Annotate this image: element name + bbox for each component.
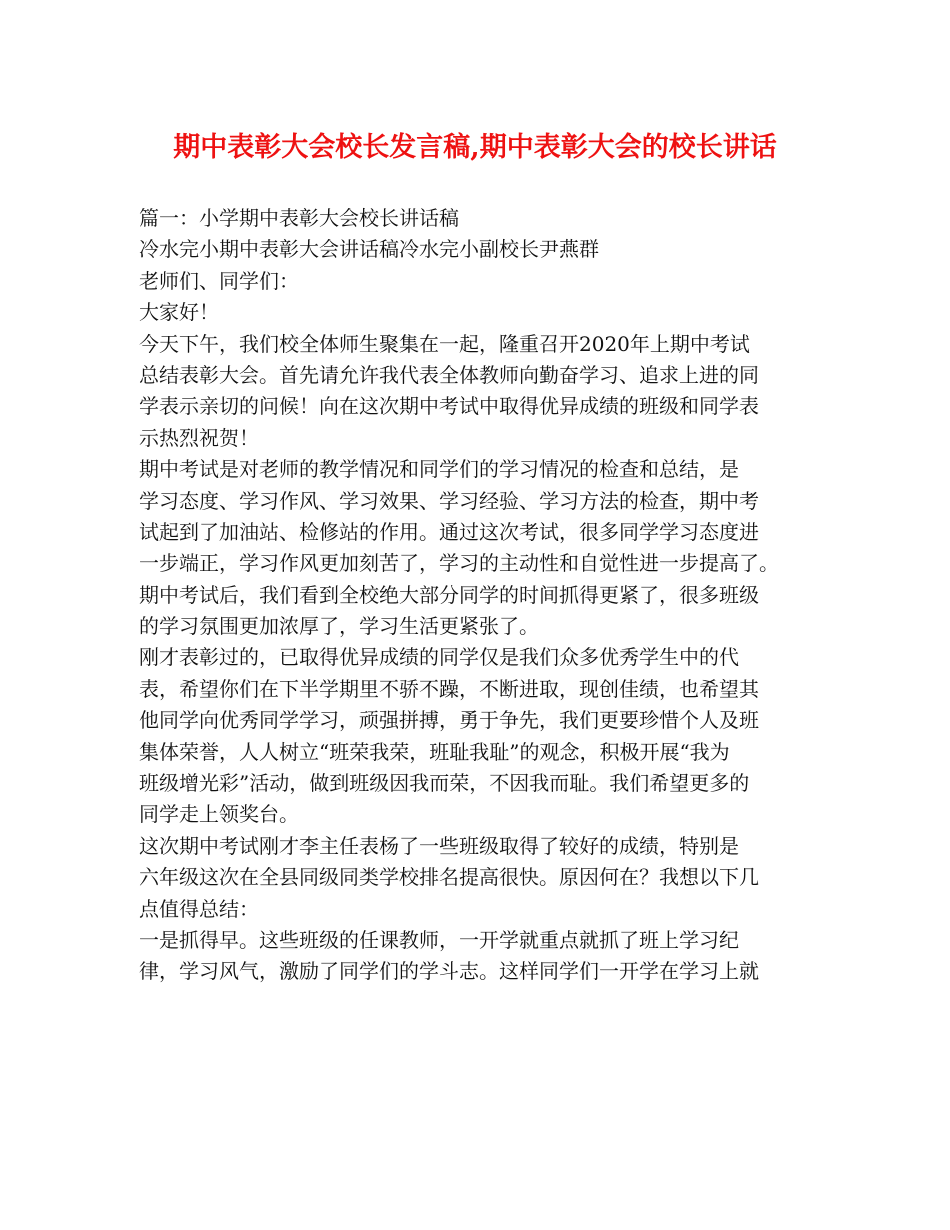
paragraph-line: 学习态度、学习作风、学习效果、学习经验、学习方法的检查，期中考	[139, 488, 759, 513]
paragraph-line: 一是抓得早。这些班级的任课教师，一开学就重点就抓了班上学习纪	[139, 927, 739, 952]
paragraph-line: 一步端正，学习作风更加刻苦了，学习的主动性和自觉性进一步提高了。	[139, 551, 779, 576]
paragraph-line: 期中考试后，我们看到全校绝大部分同学的时间抓得更紧了，很多班级	[139, 582, 759, 607]
paragraph-line: 试起到了加油站、检修站的作用。通过这次考试，很多同学学习态度进	[139, 519, 759, 544]
paragraph-line: 示热烈祝贺！	[139, 425, 259, 450]
paragraph-line: 同学走上领奖台。	[139, 802, 299, 827]
document-body	[139, 203, 819, 988]
paragraph-line: 今天下午，我们校全体师生聚集在一起，隆重召开2020年上期中考试	[139, 331, 750, 356]
paragraph-line: 总结表彰大会。首先请允许我代表全体教师向勤奋学习、追求上进的同	[139, 362, 759, 387]
paragraph-line: 老师们、同学们：	[139, 268, 299, 293]
paragraph-line: 的学习氛围更加浓厚了，学习生活更紧张了。	[139, 614, 539, 639]
paragraph-line: 六年级这次在全县同级同类学校排名提高很快。原因何在？我想以下几	[139, 865, 759, 890]
paragraph-line: 这次期中考试刚才李主任表杨了一些班级取得了较好的成绩，特别是	[139, 833, 739, 858]
document-title: 期中表彰大会校长发言稿,期中表彰大会的校长讲话	[173, 132, 777, 163]
paragraph-line: 学表示亲切的问候！向在这次期中考试中取得优异成绩的班级和同学表	[139, 394, 759, 419]
paragraph-line: 点值得总结：	[139, 896, 259, 921]
paragraph-line: 大家好！	[139, 300, 219, 325]
paragraph-line: 刚才表彰过的，已取得优异成绩的同学仅是我们众多优秀学生中的代	[139, 645, 739, 670]
paragraph-line: 冷水完小期中表彰大会讲话稿冷水完小副校长尹燕群	[139, 237, 599, 262]
paragraph-line: 班级增光彩”活动，做到班级因我而荣，不因我而耻。我们希望更多的	[139, 771, 750, 796]
paragraph-line: 篇一：小学期中表彰大会校长讲话稿	[139, 206, 459, 230]
paragraph-line: 集体荣誉，人人树立“班荣我荣，班耻我耻”的观念，积极开展“我为	[139, 739, 730, 764]
paragraph-line: 律，学习风气，激励了同学们的学斗志。这样同学们一开学在学习上就	[139, 959, 759, 984]
paragraph-line: 表，希望你们在下半学期里不骄不躁，不断进取，现创佳绩，也希望其	[139, 676, 759, 701]
paragraph-line: 期中考试是对老师的教学情况和同学们的学习情况的检查和总结，是	[139, 457, 739, 482]
paragraph-line: 他同学向优秀同学学习，顽强拼搏，勇于争先，我们更要珍惜个人及班	[139, 708, 759, 733]
